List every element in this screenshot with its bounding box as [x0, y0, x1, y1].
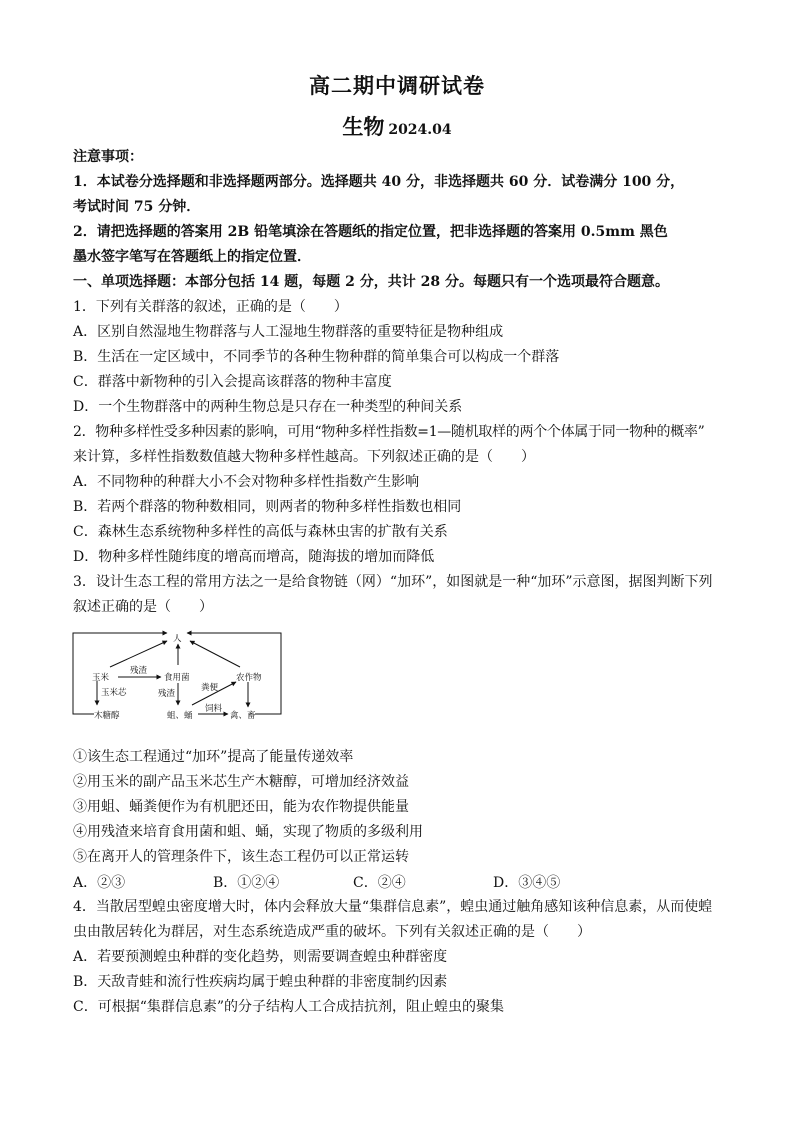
- q4-option-b: B．天敌青蛙和流行性疾病均属于蝗虫种群的非密度制约因素: [73, 974, 448, 990]
- exam-date: 2024.04: [388, 122, 452, 138]
- q4-stem: 4．当散居型蝗虫密度增大时，体内会释放大量“集群信息素”，蝗虫通过触角感知该种信息素，从而使蝗: [73, 899, 713, 915]
- diagram-node-xylitol: 木糖醇: [94, 711, 120, 721]
- q1-stem: 1．下列有关群落的叙述，正确的是（ ）: [73, 299, 348, 315]
- q3-statement-3: ③用蛆、蛹粪便作为有机肥还田，能为农作物提供能量: [73, 799, 409, 815]
- q2-option-a: A．不同物种的种群大小不会对物种多样性指数产生影响: [73, 474, 420, 490]
- q2-option-d: D．物种多样性随纬度的增高而增高，随海拔的增加而降低: [73, 549, 435, 565]
- diagram-node-people: 人: [173, 634, 182, 644]
- q1-option-c: C．群落中新物种的引入会提高该群落的物种丰富度: [73, 374, 392, 390]
- diagram-label-cob: 玉米芯: [101, 688, 127, 698]
- diagram-node-fungus: 食用菌: [164, 673, 190, 683]
- diagram-label-residue: 残渣: [130, 666, 148, 676]
- q3-option-c: C．②④: [353, 875, 406, 891]
- q3-stem-cont: 叙述正确的是（ ）: [73, 599, 213, 615]
- notice-item-1: 1．本试卷分选择题和非选择题两部分。选择题共 40 分，非选择题共 60 分．试卷满分 100 分，: [73, 174, 685, 190]
- q3-stem: 3．设计生态工程的常用方法之一是给食物链（网）“加环”，如图就是一种“加环”示意图，据图判断下列: [73, 574, 713, 590]
- q3-option-a: A．②③: [73, 875, 126, 891]
- q4-stem-cont: 虫由散居转化为群居，对生态系统造成严重的破坏。下列有关叙述正确的是（ ）: [73, 924, 591, 940]
- notice-item-1-cont: 考试时间 75 分钟．: [73, 199, 201, 215]
- diagram-label-manure: 粪便: [201, 683, 219, 693]
- notice-item-2-cont: 墨水签字笔写在答题纸上的指定位置．: [73, 249, 311, 265]
- q2-stem-cont: 来计算，多样性指数数值越大物种多样性越高。下列叙述正确的是（ ）: [73, 449, 535, 465]
- notice-item-2: 2．请把选择题的答案用 2B 铅笔填涂在答题纸的指定位置，把非选择题的答案用 0.5mm 黑色: [73, 224, 668, 240]
- q3-statement-2: ②用玉米的副产品玉米芯生产木糖醇，可增加经济效益: [73, 774, 409, 790]
- q3-statement-1: ①该生态工程通过“加环”提高了能量传递效率: [73, 749, 354, 765]
- q2-option-b: B．若两个群落的物种数相同，则两者的物种多样性指数也相同: [73, 499, 462, 515]
- diagram-node-corn: 玉米: [92, 673, 110, 683]
- subject-name: 生物: [342, 114, 385, 139]
- diagram-label-residue-2: 残渣: [158, 689, 176, 699]
- diagram-node-crops: 农作物: [236, 673, 262, 683]
- q3-statement-4: ④用残渣来培育食用菌和蛆、蛹，实现了物质的多级利用: [73, 824, 423, 840]
- page-title: 高二期中调研试卷: [309, 73, 485, 98]
- subject-line: [0, 111, 794, 141]
- q1-option-b: B．生活在一定区域中，不同季节的各种生物种群的简单集合可以构成一个群落: [73, 349, 560, 365]
- q3-option-b: B．①②④: [213, 875, 280, 891]
- notice-heading: 注意事项：: [73, 149, 143, 165]
- q1-option-a: A．区别自然湿地生物群落与人工湿地生物群落的重要特征是物种组成: [73, 324, 504, 340]
- diagram-node-livestock: 禽、畜: [230, 711, 256, 721]
- q2-stem: 2．物种多样性受多种因素的影响，可用“物种多样性指数=1—随机取样的两个个体属于同一物种的概率”: [73, 424, 705, 440]
- q4-option-a: A．若要预测蝗虫种群的变化趋势，则需要调查蝗虫种群密度: [73, 949, 448, 965]
- section-heading: 一、单项选择题：本部分包括 14 题，每题 2 分，共计 28 分。每题只有一个选项最符合题意。: [73, 274, 669, 290]
- diagram-node-maggots: 蛆、蛹: [167, 711, 193, 721]
- q3-statement-5: ⑤在离开人的管理条件下，该生态工程仍可以正常运转: [73, 849, 409, 865]
- q3-option-d: D．③④⑤: [493, 875, 561, 891]
- food-chain-diagram: [70, 627, 285, 723]
- diagram-label-feed: 饲料: [205, 704, 223, 714]
- q2-option-c: C．森林生态系统物种多样性的高低与森林虫害的扩散有关系: [73, 524, 448, 540]
- q4-option-c: C．可根据“集群信息素”的分子结构人工合成拮抗剂，阻止蝗虫的聚集: [73, 999, 505, 1015]
- q1-option-d: D．一个生物群落中的两种生物总是只存在一种类型的种间关系: [73, 399, 463, 415]
